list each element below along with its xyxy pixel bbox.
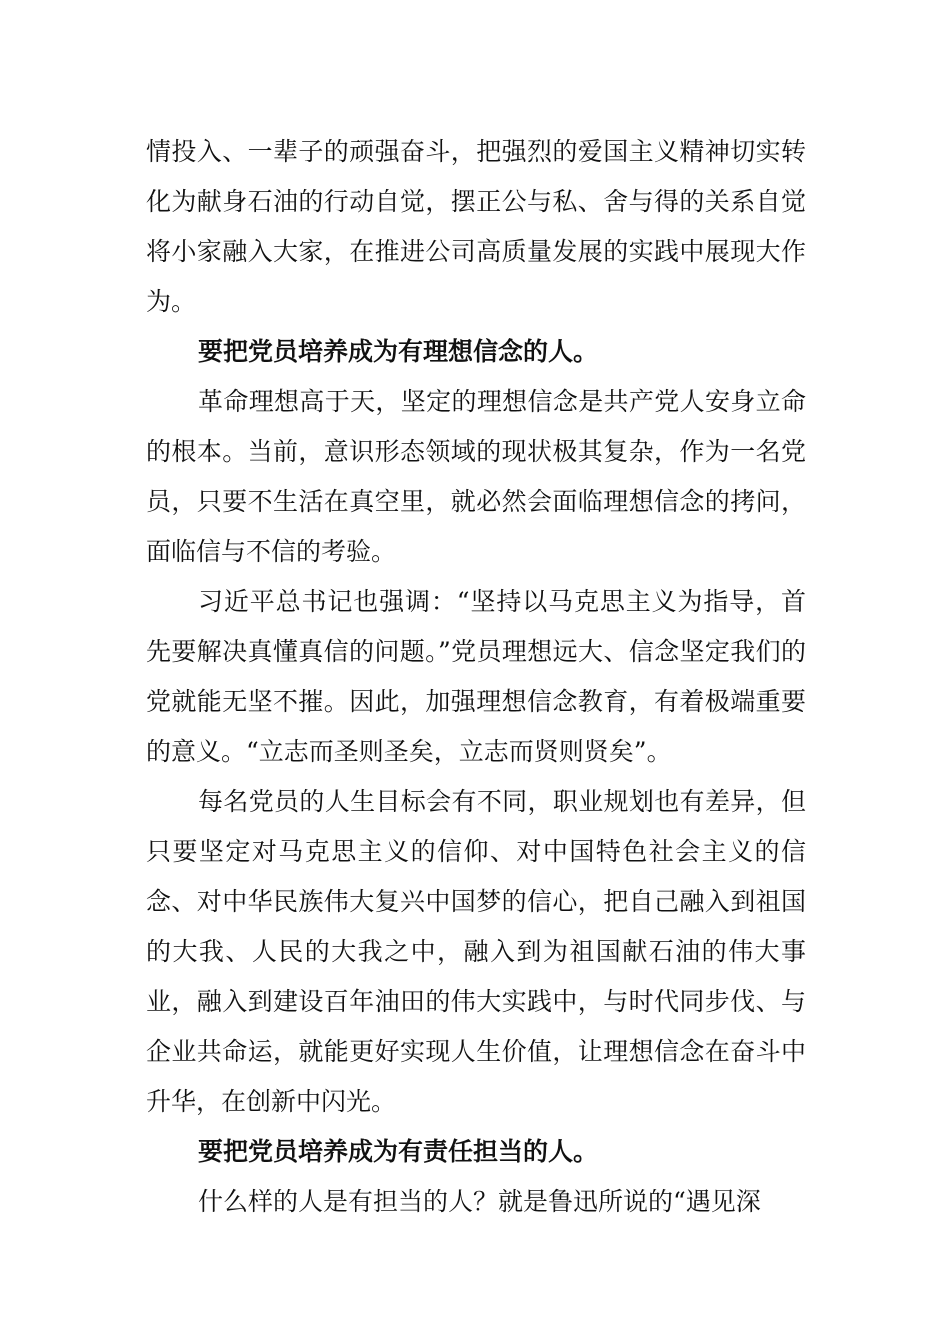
paragraph-continuation: 情投入、一辈子的顽强奋斗，把强烈的爱国主义精神切实转化为献身石油的行动自觉，摆正公与私、舍与得的关系自觉将小家融入大家，在推进公司高质量发展的实践中展现大作为。 xyxy=(146,137,806,316)
paragraph-responsibility-intro: 什么样的人是有担当的人？就是鲁迅所说的“遇见深 xyxy=(198,1187,761,1216)
paragraph-ideals-intro: 革命理想高于天，坚定的理想信念是共产党人安身立命的根本。当前，意识形态领域的现状极其复杂，作为一名党员，只要不生活在真空里，就必然会面临理想信念的拷问，面临信与不信的考验。 xyxy=(146,387,806,566)
paragraph-xi-quote: 习近平总书记也强调：“坚持以马克思主义为指导，首先要解决真懂真信的问题。”党员理想远大、信念坚定我们的党就能无坚不摧。因此，加强理想信念教育，有着极端重要的意义。“立志而圣则圣矣，立志而贤则贤矣”。 xyxy=(146,587,806,766)
document-body xyxy=(146,127,806,1227)
section-heading-responsibility: 要把党员培养成为有责任担当的人。 xyxy=(198,1137,599,1166)
section-heading-ideals: 要把党员培养成为有理想信念的人。 xyxy=(198,337,599,366)
paragraph-life-goals: 每名党员的人生目标会有不同，职业规划也有差异，但只要坚定对马克思主义的信仰、对中国特色社会主义的信念、对中华民族伟大复兴中国梦的信心，把自己融入到祖国的大我、人民的大我之中，融入到为祖国献石油的伟大事业，融入到建设百年油田的伟大实践中，与时代同步伐、与企业共命运，就能更好实现人生价值，让理想信念在奋斗中升华，在创新中闪光。 xyxy=(146,787,806,1116)
